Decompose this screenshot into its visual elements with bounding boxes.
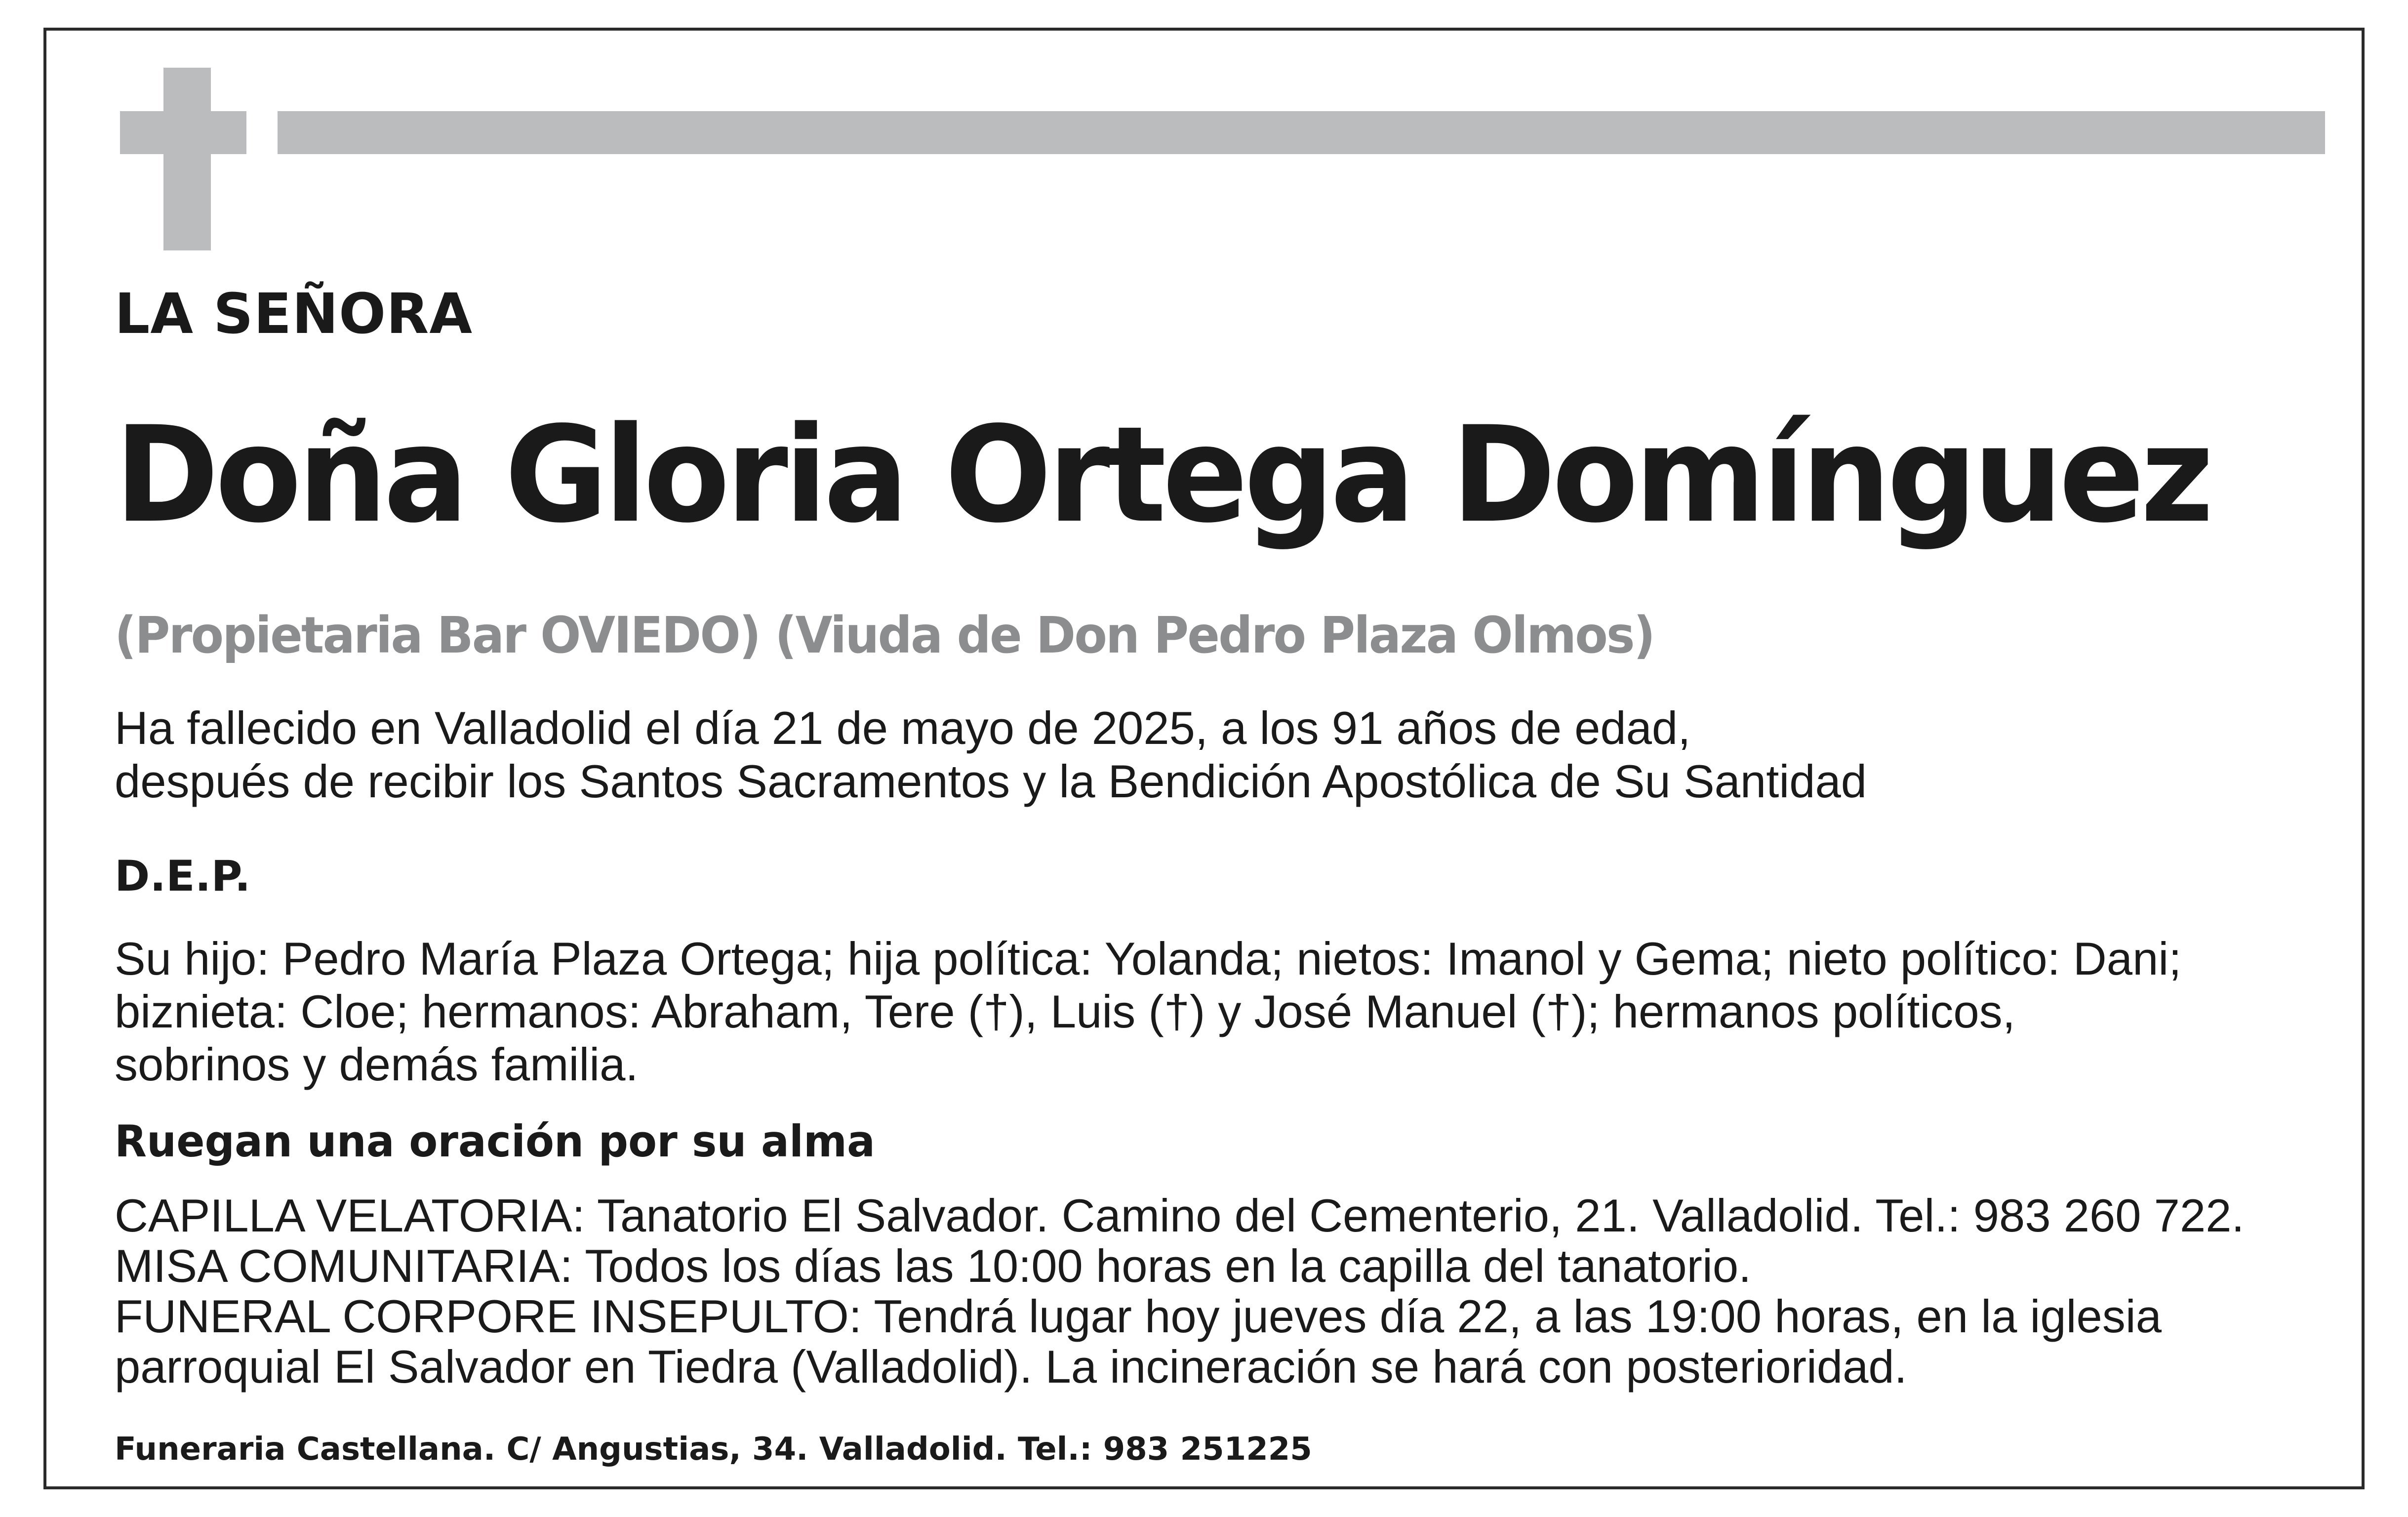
deceased-name: Doña Gloria Ortega Domínguez (115, 398, 2210, 552)
announcement-line: después de recibir los Santos Sacramentos y la Bendición Apostólica de Su Santidad (115, 755, 1867, 807)
service-line: parroquial El Salvador en Tiedra (Valladolid). La incineración se hará con posterioridad. (115, 1341, 1907, 1393)
family-line: biznieta: Cloe; hermanos: Abraham, Tere (†), Luis (†) y José Manuel (†); hermanos políticos, (115, 985, 2015, 1037)
cross-icon (163, 68, 211, 250)
family-list (115, 932, 2181, 1091)
announcement-line: Ha fallecido en Valladolid el día 21 de mayo de 2025, a los 91 años de edad, (115, 702, 1691, 754)
deceased-subtitle: (Propietaria Bar OVIEDO) (Viuda de Don Pedro Plaza Olmos) (115, 606, 1654, 665)
family-line: Su hijo: Pedro María Plaza Ortega; hija política: Yolanda; nietos: Imanol y Gema; nieto político: Dani; (115, 933, 2182, 984)
service-details (115, 1190, 2245, 1392)
family-line: sobrinos y demás familia. (115, 1038, 639, 1090)
service-line: FUNERAL CORPORE INSEPULTO: Tendrá lugar hoy jueves día 22, a las 19:00 horas, en la iglesia (115, 1290, 2162, 1342)
service-line: MISA COMUNITARIA: Todos los días las 10:00 horas en la capilla del tanatorio. (115, 1240, 1752, 1292)
header-bar (278, 111, 2325, 154)
honorific: LA SEÑORA (115, 282, 473, 346)
cross-icon-arm (120, 111, 246, 154)
dep-label: D.E.P. (115, 852, 251, 901)
funeral-home-footer: Funeraria Castellana. C/ Angustias, 34. Valladolid. Tel.: 983 251225 (115, 1431, 1312, 1468)
announcement (115, 701, 1867, 808)
service-line: CAPILLA VELATORIA: Tanatorio El Salvador. Camino del Cementerio, 21. Valladolid. Tel.: 983 260 722. (115, 1189, 2245, 1241)
prayer-request: Ruegan una oración por su alma (115, 1116, 875, 1167)
